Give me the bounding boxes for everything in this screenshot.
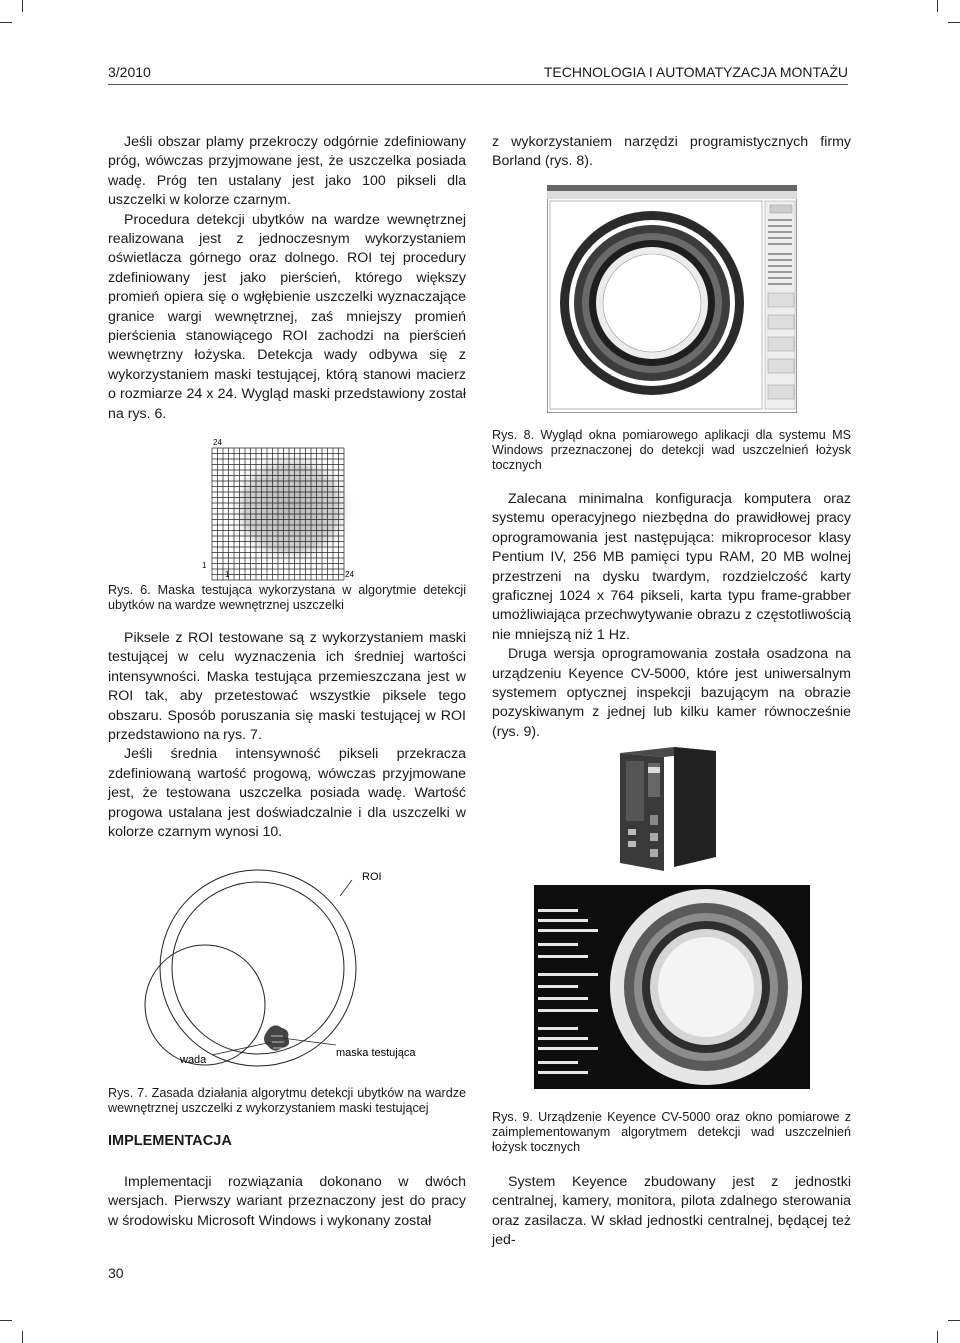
- mask-circle: [145, 945, 265, 1065]
- figure-6-mask-grid: [200, 436, 365, 581]
- crop-mark: [0, 1320, 12, 1321]
- defect-blob: [264, 1025, 289, 1050]
- panel-button[interactable]: [768, 315, 794, 329]
- device-port: [628, 829, 636, 835]
- device-front-panel: [626, 761, 644, 821]
- journal-title: TECHNOLOGIA I AUTOMATYZACJA MONTAŻU: [543, 64, 848, 80]
- bearing-bore: [603, 254, 701, 352]
- crop-mark: [937, 1331, 938, 1343]
- right-column-top: [492, 133, 851, 172]
- overlay-stripe: [538, 973, 598, 976]
- overlay-stripe: [538, 943, 578, 946]
- overlay-stripe: [538, 955, 588, 958]
- figure-9-keyence-device: [612, 745, 722, 875]
- paragraph: Jeśli średnia intensywność pikseli przekracza zdefiniowaną wartość progową, wówczas przyjmowane jest, że testowana uszczelka posiada wadę. Wartość progowa ustalana jest doświadczalnie i dla uszczelki w kolorze czarnym wynosi 10.: [108, 746, 466, 841]
- figure-8-app-window: [547, 185, 797, 413]
- panel-button[interactable]: [768, 385, 794, 399]
- grid-label-x-start: 1: [225, 570, 230, 579]
- crop-mark: [948, 1320, 960, 1321]
- figure-8-caption: Rys. 8. Wygląd okna pomiarowego aplikacji dla systemu MS Windows przeznaczonej do detekcji wad uszczelnień łożysk tocznych: [492, 428, 851, 473]
- panel-button[interactable]: [768, 293, 794, 307]
- overlay-stripe: [538, 1071, 588, 1074]
- paragraph: System Keyence zbudowany jest z jednostki centralnej, kamery, monitora, pilota zdalnego sterowania oraz zasilacza. W skład jednostki centralnej, będącej też jed-: [492, 1174, 851, 1249]
- device-port: [650, 849, 658, 857]
- overlay-stripe: [538, 1027, 578, 1030]
- roi-inner-circle: [172, 882, 344, 1054]
- overlay-stripe: [538, 1061, 578, 1064]
- overlay-stripe: [538, 1037, 588, 1040]
- paragraph: Jeśli obszar plamy przekroczy odgórnie zdefiniowany próg, wówczas przyjmowane jest, że uszczelka posiada wadę. Próg ten ustalany jest jako 100 pikseli dla uszczelki w kolorze czarnym.: [108, 134, 466, 209]
- issue-number: 3/2010: [108, 64, 151, 80]
- menu-bar: [547, 191, 797, 199]
- overlay-stripe: [538, 1009, 598, 1012]
- right-column-middle: [492, 490, 851, 742]
- overlay-stripe: [538, 909, 578, 912]
- crop-mark: [0, 22, 12, 23]
- paragraph: Zalecana minimalna konfiguracja komputera oraz systemu operacyjnego niezbędna do prawidłowej pracy oprogramowania jest następująca: mikroprocesor klasy Pentium IV, 256 MB pamięci typu RAM, 20 MB wolnej przestrzeni na dysku twardym, rozdzielczość karty graficznej 1024 x 764 pikseli, karta typu frame-grabber umożliwiająca przechwytywanie obrazu z częstotliwością nie mniejszą niż 1 Hz.: [492, 491, 851, 643]
- left-column-middle: [108, 629, 466, 842]
- panel-button[interactable]: [768, 359, 794, 373]
- roi-label: ROI: [362, 871, 382, 883]
- section-heading: IMPLEMENTACJA: [108, 1133, 232, 1149]
- defect-pointer: [212, 1042, 272, 1055]
- overlay-stripe: [538, 929, 598, 932]
- figure-9-caption: Rys. 9. Urządzenie Keyence CV-5000 oraz okno pomiarowe z zaimplementowanym algorytmem detekcji wad uszczelnień łożysk tocznych: [492, 1110, 851, 1155]
- grid-label-top: 24: [213, 438, 222, 447]
- panel-button[interactable]: [768, 337, 794, 351]
- mask-label: maska testująca: [336, 1047, 416, 1059]
- left-column-top: [108, 133, 466, 424]
- grid-label-x-end: 24: [345, 570, 354, 579]
- device-port: [628, 841, 636, 847]
- device-side: [674, 747, 716, 867]
- device-port: [650, 833, 658, 841]
- paragraph: z wykorzystaniem narzędzi programistycznych firmy Borland (rys. 8).: [492, 134, 851, 170]
- figure-7-caption: Rys. 7. Zasada działania algorytmu detekcji ubytków na wardze wewnętrznej uszczelki z wykorzystaniem maski testującej: [108, 1086, 466, 1116]
- paragraph: Druga wersja oprogramowania została osadzona na urządzeniu Keyence CV-5000, które jest uniwersalnym systemem optycznej inspekcji bazującym na obrazie pozyskiwanym z jednej lub kilku kamer równocześnie (rys. 9).: [492, 646, 851, 740]
- paragraph: Procedura detekcji ubytków na wardze wewnętrznej realizowana jest z jednoczesnym wykorzystaniem oświetlacza górnego oraz dolnego. ROI tej procedury zdefiniowany jest jako pierścień, którego większy promień opiera się o wgłębienie uszczelki wyznaczające granice wargi wewnętrznej, zaś mniejszy promień pierścienia stanowiącego ROI zachodzi na pierścień wewnętrzny łożyska. Detekcja wady odbywa się z wykorzystaniem maski testującej, którą stanowi macierz o rozmiarze 24 x 24. Wygląd maski przedstawiony został na rys. 6.: [108, 211, 466, 422]
- paragraph: Piksele z ROI testowane są z wykorzystaniem maski testującej w celu wyznaczenia ich średniej wartości intensywności. Maska testująca przemieszczana jest w ROI tak, aby przetestować wszystkie piksele tego obszaru. Sposób poruszania się maski testującej w ROI przedstawiono na rys. 7.: [108, 630, 466, 744]
- figure-6-caption: Rys. 6. Maska testująca wykorzystana w algorytmie detekcji ubytków na wardze wewnętrznej uszczelki: [108, 583, 466, 613]
- crop-mark: [22, 0, 23, 12]
- panel-button-top[interactable]: [770, 205, 792, 213]
- left-column-bottom: [108, 1173, 466, 1231]
- bearing-bore: [658, 937, 754, 1037]
- device-label: [648, 767, 660, 773]
- device-port: [650, 815, 658, 825]
- crop-mark: [948, 22, 960, 23]
- roi-pointer: [340, 880, 352, 896]
- paragraph: Implementacji rozwiązania dokonano w dwóch wersjach. Pierwszy wariant przeznaczony jest do pracy w środowisku Microsoft Windows i wykonany został: [108, 1174, 466, 1229]
- page-number: 30: [108, 1265, 124, 1281]
- mask-pointer: [282, 1038, 336, 1045]
- roi-outer-circle: [160, 870, 356, 1066]
- overlay-stripe: [538, 1047, 598, 1050]
- figure-9-measurement-screen: [534, 885, 810, 1089]
- right-column-bottom: [492, 1173, 851, 1251]
- grid-label-left: 1: [202, 561, 207, 570]
- crop-mark: [22, 1331, 23, 1343]
- overlay-stripe: [538, 919, 588, 922]
- defect-label: wada: [180, 1054, 207, 1066]
- crop-mark: [937, 0, 938, 12]
- overlay-stripe: [538, 997, 588, 1000]
- mask-shading: [226, 448, 356, 568]
- title-bar: [547, 185, 797, 191]
- overlay-stripe: [538, 985, 578, 988]
- figure-7-roi-diagram: [140, 860, 450, 1082]
- header-rule: [108, 84, 848, 85]
